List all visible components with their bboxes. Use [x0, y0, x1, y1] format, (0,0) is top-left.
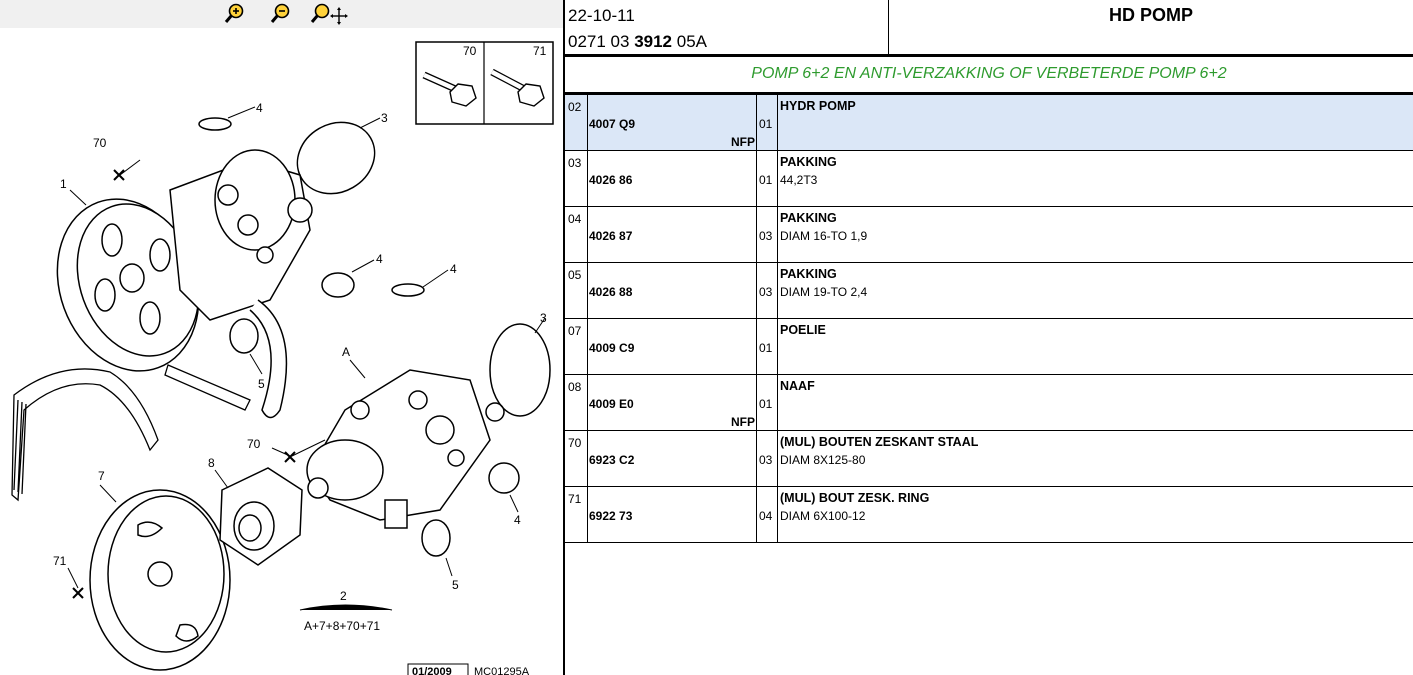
label-5a: 5 — [258, 377, 265, 391]
footer-date: 01/2009 — [412, 666, 452, 675]
section-subtitle: POMP 6+2 EN ANTI-VERZAKKING OF VERBETERDE POMP 6+2 — [751, 65, 1227, 82]
header-part-code — [568, 32, 707, 52]
row-description: DIAM 6X100-12 — [780, 509, 866, 523]
row-description: DIAM 19-TO 2,4 — [780, 285, 868, 299]
zoom-in-icon — [222, 2, 248, 26]
row-quantity: 03 — [759, 453, 773, 467]
row-position: 08 — [568, 380, 582, 394]
row-name: PAKKING — [780, 267, 837, 281]
row-quantity: 01 — [759, 341, 773, 355]
parts-table — [565, 95, 1413, 543]
label-1: 1 — [60, 177, 67, 191]
zoom-move-button[interactable] — [308, 2, 348, 26]
zoom-in-button[interactable] — [222, 2, 248, 26]
zoom-toolbar — [0, 0, 563, 28]
row-quantity: 04 — [759, 509, 773, 523]
row-position: 03 — [568, 156, 582, 170]
label-70b: 70 — [247, 437, 261, 451]
code-suffix: 05A — [672, 32, 707, 51]
row-position: 04 — [568, 212, 582, 226]
label-8: 8 — [208, 456, 215, 470]
label-4c: 4 — [450, 262, 457, 276]
row-name: (MUL) BOUT ZESK. RING — [780, 491, 930, 505]
row-description: DIAM 8X125-80 — [780, 453, 866, 467]
header-rule — [565, 54, 1413, 57]
parts-panel — [565, 0, 1413, 675]
row-position: 07 — [568, 324, 582, 338]
row-position: 02 — [568, 100, 582, 114]
label-assembly: A+7+8+70+71 — [304, 619, 381, 633]
label-A: A — [342, 345, 351, 359]
label-71: 71 — [53, 554, 67, 568]
row-description: DIAM 16-TO 1,9 — [780, 229, 868, 243]
label-4a: 4 — [256, 101, 263, 115]
row-description: 44,2T3 — [780, 173, 818, 187]
zoom-out-button[interactable] — [268, 2, 294, 26]
row-reference[interactable]: 4026 88 — [589, 285, 633, 299]
table-row[interactable] — [565, 95, 1413, 151]
diagram-footer — [408, 664, 530, 675]
label-5b: 5 — [452, 578, 459, 592]
label-3b: 3 — [540, 311, 547, 325]
row-position: 05 — [568, 268, 582, 282]
row-reference[interactable]: 4009 E0 — [589, 397, 634, 411]
label-4d: 4 — [514, 513, 521, 527]
row-reference[interactable]: 6922 73 — [589, 509, 633, 523]
exploded-view-diagram — [0, 28, 563, 675]
row-reference[interactable]: 4009 C9 — [589, 341, 635, 355]
row-name: POELIE — [780, 323, 826, 337]
table-row[interactable] — [565, 151, 1413, 207]
table-row[interactable] — [565, 431, 1413, 487]
header-title: HD POMP — [1108, 5, 1193, 25]
row-position: 70 — [568, 436, 582, 450]
label-4b: 4 — [376, 252, 383, 266]
row-name: (MUL) BOUTEN ZESKANT STAAL — [780, 435, 979, 449]
table-row[interactable] — [565, 263, 1413, 319]
row-quantity: 01 — [759, 397, 773, 411]
table-row[interactable] — [565, 207, 1413, 263]
label-inset-70: 70 — [463, 44, 477, 58]
row-reference[interactable]: 4026 87 — [589, 229, 633, 243]
zoom-out-icon — [268, 2, 294, 26]
label-70a: 70 — [93, 136, 107, 150]
row-name: PAKKING — [780, 155, 837, 169]
table-row[interactable] — [565, 319, 1413, 375]
footer-code: MC01295A — [474, 666, 530, 675]
row-position: 71 — [568, 492, 582, 506]
label-2: 2 — [340, 589, 347, 603]
row-quantity: 03 — [759, 285, 773, 299]
label-7: 7 — [98, 469, 105, 483]
row-reference[interactable]: 4026 86 — [589, 173, 633, 187]
row-name: NAAF — [780, 379, 815, 393]
label-3a: 3 — [381, 111, 388, 125]
row-reference[interactable]: 4007 Q9 — [589, 117, 636, 131]
diagram-panel — [0, 0, 563, 675]
row-nfp-flag: NFP — [731, 415, 755, 429]
belt-drawing — [12, 365, 250, 500]
header-date: 22-10-11 — [568, 6, 635, 25]
code-prefix: 0271 03 — [568, 32, 635, 51]
table-row[interactable] — [565, 375, 1413, 431]
row-quantity: 03 — [759, 229, 773, 243]
row-reference[interactable]: 6923 C2 — [589, 453, 635, 467]
row-nfp-flag: NFP — [731, 135, 755, 149]
table-row[interactable] — [565, 487, 1413, 543]
zoom-move-icon — [308, 2, 348, 26]
row-name: HYDR POMP — [780, 99, 856, 113]
code-bold: 3912 — [634, 32, 673, 51]
row-name: PAKKING — [780, 211, 837, 225]
row-quantity: 01 — [759, 117, 773, 131]
row-quantity: 01 — [759, 173, 773, 187]
label-inset-71: 71 — [533, 44, 547, 58]
